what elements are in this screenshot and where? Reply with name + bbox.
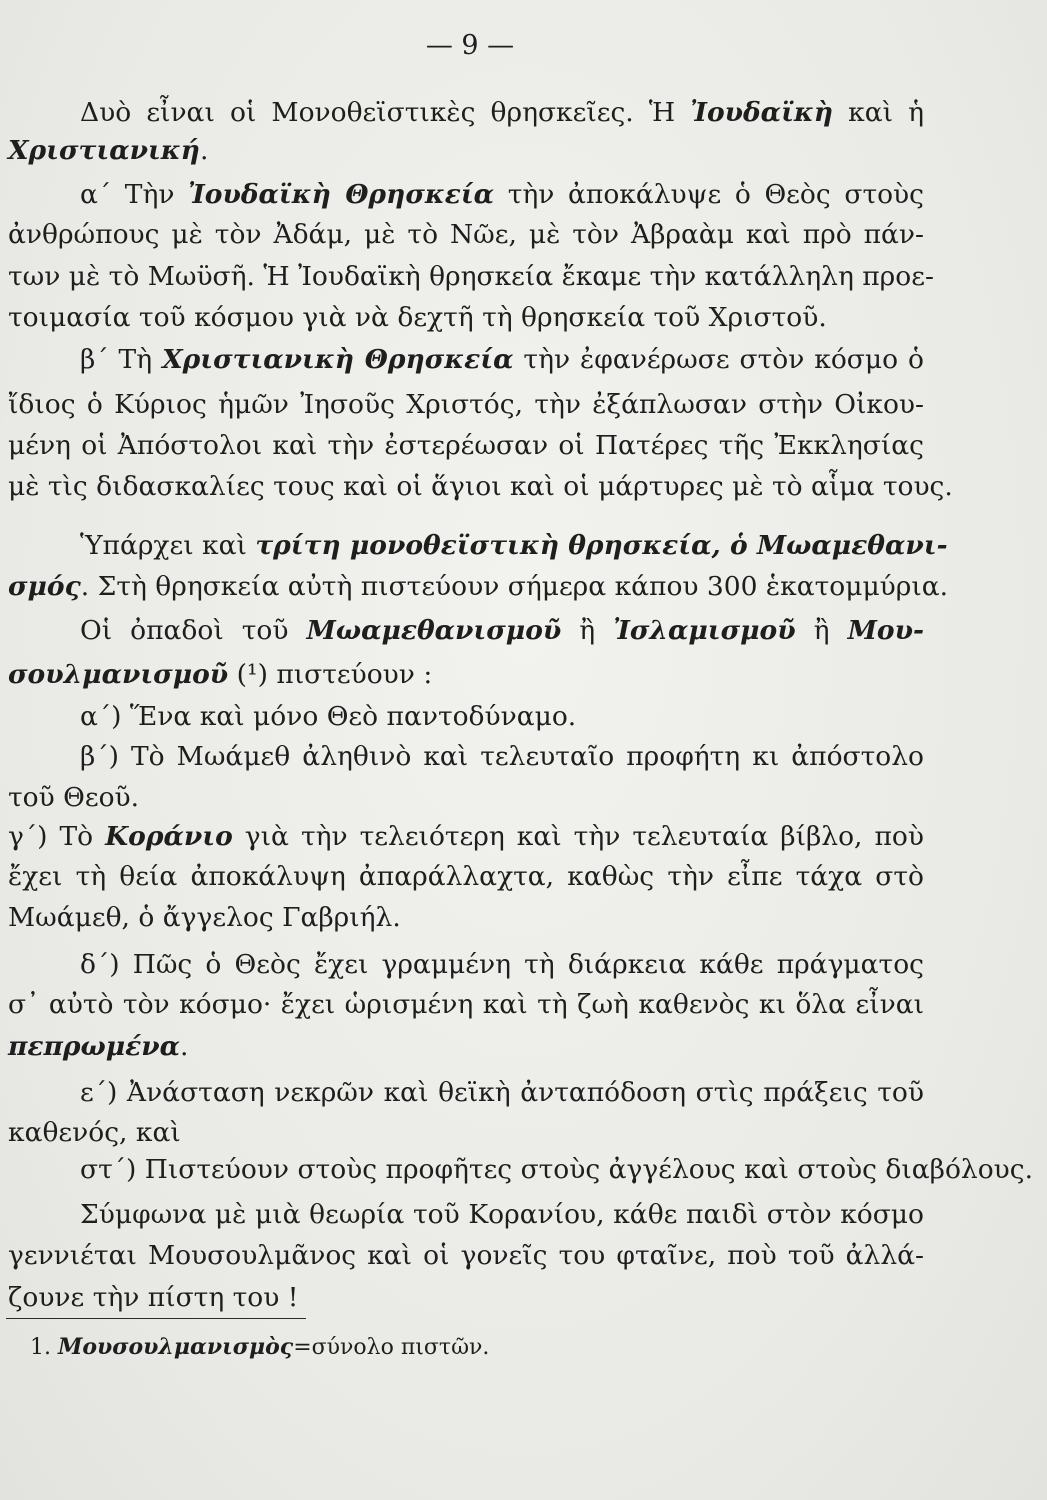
text-run: (¹) πιστεύουν : bbox=[228, 659, 433, 690]
emphasis-run: Κοράνιο bbox=[105, 821, 233, 852]
text-run: γιὰ τὴν τελειότερη καὶ τὴν τελευταία βίβλο, ποὺ bbox=[232, 821, 924, 852]
text-line: στ΄) Πιστεύουν στοὺς προφῆτες στοὺς ἀγγέλους καὶ στοὺς διαβόλους. bbox=[80, 1154, 1034, 1185]
text-line bbox=[8, 660, 924, 690]
text-run: . Στὴ θρησκεία αὐτὴ πιστεύουν σήμερα κάπου 300 ἑκατομμύρια. bbox=[80, 571, 949, 602]
text-run: ἢ bbox=[795, 615, 848, 646]
text-line bbox=[8, 822, 924, 852]
text-line: ζουνε τὴν πίστη του ! bbox=[8, 1282, 299, 1313]
text-line bbox=[80, 345, 924, 375]
text-line: μὲ τὶς διδασκαλίες τους καὶ οἱ ἅγιοι καὶ οἱ μάρτυρες μὲ τὸ αἷμα τους. bbox=[8, 471, 953, 502]
text-line: καθενός, καὶ bbox=[8, 1117, 181, 1148]
text-line: Σύμφωνα μὲ μιὰ θεωρία τοῦ Κορανίου, κάθε παιδὶ στὸν κόσμο bbox=[80, 1199, 924, 1230]
text-line: α΄) Ἕνα καὶ μόνο Θεὸ παντοδύναμο. bbox=[80, 701, 577, 732]
text-run: . bbox=[180, 1031, 189, 1062]
emphasis-run: Μου- bbox=[847, 615, 924, 646]
emphasis-run: σουλμανισμοῦ bbox=[8, 659, 229, 690]
emphasis-run: Μωαμεθανισμοῦ bbox=[306, 615, 562, 646]
text-run: ἢ bbox=[561, 615, 614, 646]
text-line bbox=[80, 98, 924, 128]
text-run: καὶ ἡ bbox=[833, 97, 925, 128]
emphasis-run: Ἰουδαϊκὴ Θρησκεία bbox=[188, 179, 495, 210]
emphasis-run: τρίτη μονοθεϊστικὴ θρησκεία, ὁ Μωαμεθανι- bbox=[255, 530, 948, 561]
text-run: β΄ Τὴ bbox=[80, 344, 163, 375]
text-run: . bbox=[199, 135, 209, 166]
text-line: των μὲ τὸ Μωϋσῆ. Ἡ Ἰουδαϊκὴ θρησκεία ἔκαμε τὴν κατάλληλη προε- bbox=[8, 261, 934, 292]
text-line: τοιμασία τοῦ κόσμου γιὰ νὰ δεχτῆ τὴ θρησκεία τοῦ Χριστοῦ. bbox=[8, 302, 827, 333]
text-line: γεννιέται Μουσουλμᾶνος καὶ οἱ γονεῖς του φταῖνε, ποὺ τοῦ ἀλλά- bbox=[8, 1240, 924, 1271]
emphasis-run: Χριστιανική bbox=[8, 135, 200, 166]
text-run: Οἱ ὀπαδοὶ τοῦ bbox=[80, 615, 307, 646]
emphasis-run: Ἰουδαϊκὴ bbox=[690, 97, 834, 128]
text-run: Ὑπάρχει καὶ bbox=[80, 530, 256, 561]
text-line: δ΄) Πῶς ὁ Θεὸς ἔχει γραμμένη τὴ διάρκεια κάθε πράγματος bbox=[80, 949, 924, 980]
text-line: τοῦ Θεοῦ. bbox=[8, 782, 140, 813]
footnote-term: Μουσουλμανισμὸς bbox=[57, 1334, 294, 1360]
text-line: ε΄) Ἀνάσταση νεκρῶν καὶ θεϊκὴ ἀνταπόδοση στὶς πράξεις τοῦ bbox=[80, 1077, 924, 1108]
footnote-marker: 1. bbox=[30, 1335, 58, 1360]
text-line: ἴδιος ὁ Κύριος ἡμῶν Ἰησοῦς Χριστός, τὴν ἐξάπλωσαν στὴν Οἰκου- bbox=[8, 389, 924, 420]
footnote-rule bbox=[6, 1318, 306, 1319]
page-number: — 9 — bbox=[425, 30, 515, 61]
text-line: β΄) Τὸ Μωάμεθ ἀληθινὸ καὶ τελευταῖο προφήτη κι ἀπόστολο bbox=[80, 741, 924, 772]
text-line bbox=[80, 616, 924, 646]
text-line: σ᾽ αὐτὸ τὸν κόσμο· ἔχει ὡρισμένη καὶ τὴ ζωὴ καθενὸς κι ὅλα εἶναι bbox=[8, 989, 924, 1020]
emphasis-run: Ἰσλαμισμοῦ bbox=[613, 615, 796, 646]
text-line: ἔχει τὴ θεία ἀποκάλυψη ἀπαράλλαχτα, καθὼς τὴν εἶπε τάχα στὸ bbox=[8, 861, 924, 892]
text-run: τὴν ἐφανέρωσε στὸν κόσμο ὁ bbox=[513, 344, 924, 375]
emphasis-run: Χριστιανικὴ Θρησκεία bbox=[162, 344, 514, 375]
text-line: Μωάμεθ, ὁ ἄγγελος Γαβριήλ. bbox=[8, 902, 401, 933]
text-run: Δυὸ εἶναι οἱ Μονοθεϊστικὲς θρησκεῖες. Ἡ bbox=[80, 97, 691, 128]
text-line: ἀνθρώπους μὲ τὸν Ἀδάμ, μὲ τὸ Νῶε, μὲ τὸν Ἀβραὰμ καὶ πρὸ πάν- bbox=[8, 219, 924, 250]
footnote-text: =σύνολο πιστῶν. bbox=[293, 1335, 490, 1360]
text-line bbox=[8, 571, 949, 602]
text-line bbox=[80, 180, 924, 210]
text-run: τὴν ἀποκάλυψε ὁ Θεὸς στοὺς bbox=[494, 179, 925, 210]
emphasis-run: πεπρωμένα bbox=[8, 1031, 181, 1062]
emphasis-run: σμός bbox=[8, 571, 81, 602]
text-run: γ΄) Τὸ bbox=[8, 821, 106, 852]
text-run: α΄ Τὴν bbox=[80, 179, 189, 210]
text-line bbox=[8, 1032, 924, 1062]
footnote bbox=[30, 1333, 489, 1362]
text-line: μένη οἱ Ἀπόστολοι καὶ τὴν ἐστερέωσαν οἱ Πατέρες τῆς Ἐκκλησίας bbox=[8, 430, 924, 461]
text-line bbox=[80, 530, 948, 561]
text-line bbox=[8, 136, 924, 166]
